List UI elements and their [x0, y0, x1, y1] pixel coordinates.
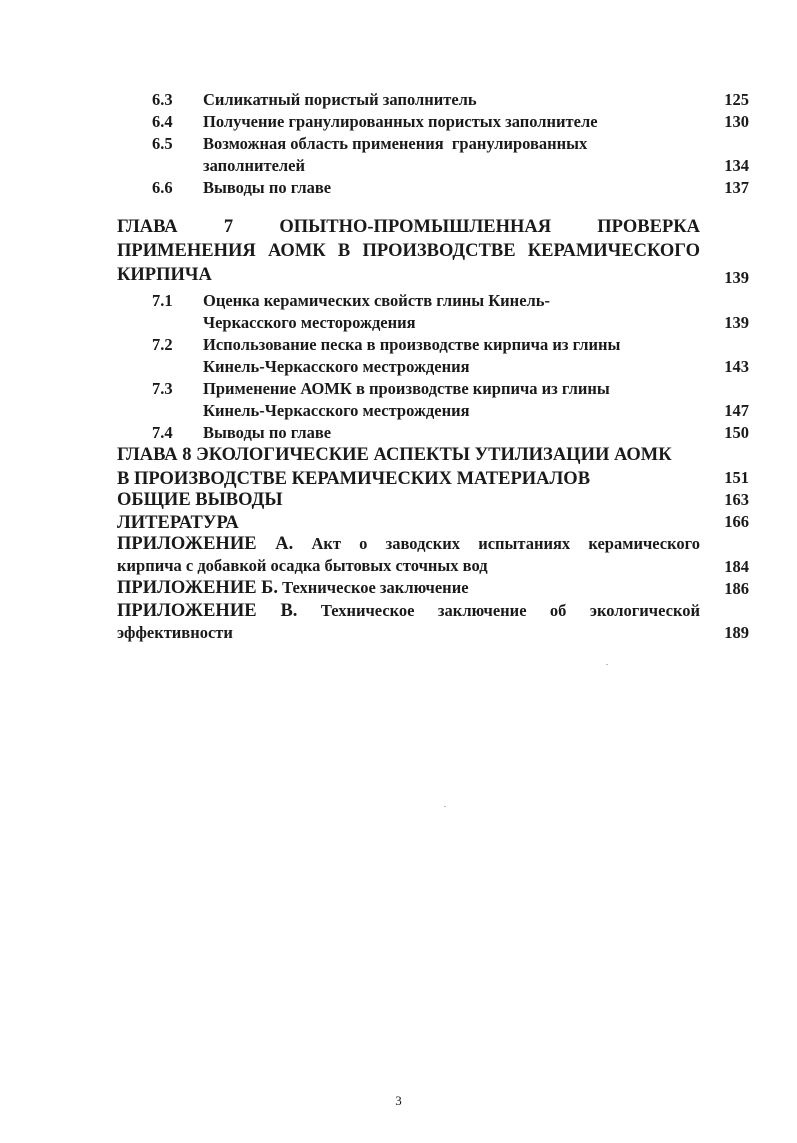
page-ref: 125: [724, 90, 749, 109]
heading-word: 7: [223, 217, 234, 237]
page-ref: 139: [724, 313, 749, 332]
appendix-b-caption: ПРИЛОЖЕНИЕ Б.: [117, 578, 279, 598]
section-title-line2: Кинель-Черкасского местрождения: [203, 357, 470, 376]
section-title: Силикатный пористый заполнитель: [203, 90, 477, 109]
appendix-a-caption: ПРИЛОЖЕНИЕ А.: [117, 534, 294, 554]
appendix-a-line1: [117, 533, 700, 555]
entry-title: ОБЩИЕ ВЫВОДЫ: [117, 490, 283, 510]
page-ref: 139: [724, 268, 749, 287]
chapter-8-heading-line1: ГЛАВА 8 ЭКОЛОГИЧЕСКИЕ АСПЕКТЫ УТИЛИЗАЦИИ АОМК: [117, 445, 672, 465]
appendix-a-line2: кирпича с добавкой осадка бытовых сточных вод: [117, 556, 488, 575]
page-ref: 184: [724, 557, 749, 576]
appendix-v-line1: [117, 600, 700, 622]
section-number: 6.4: [152, 112, 173, 131]
page-ref: 163: [724, 490, 749, 509]
page-ref: 137: [724, 178, 749, 197]
chapter-7-heading-line3: КИРПИЧА: [117, 265, 212, 285]
section-number: 6.3: [152, 90, 173, 109]
scan-speck: [606, 664, 608, 665]
page-number: 3: [395, 1093, 402, 1108]
page-ref: 130: [724, 112, 749, 131]
toc-appendix-a[interactable]: [117, 533, 700, 577]
page-ref: 143: [724, 357, 749, 376]
page-ref: 189: [724, 623, 749, 642]
heading-word: ОПЫТНО-ПРОМЫШЛЕННАЯ: [279, 217, 552, 237]
chapter-8-heading[interactable]: [117, 443, 700, 491]
heading-word: ГЛАВА: [117, 217, 178, 237]
chapter-7-heading-line1: [117, 215, 700, 239]
section-title-line2: Черкасского месторождения: [203, 313, 416, 332]
section-number: 6.5: [152, 134, 173, 153]
toc-literature[interactable]: [117, 511, 700, 535]
section-title-line1: Оценка керамических свойств глины Кинель-: [203, 291, 550, 310]
section-title-line2: Кинель-Черкасского местрождения: [203, 401, 470, 420]
scan-speck: [444, 806, 446, 807]
section-title-line1: Использование песка в производстве кирпича из глины: [203, 335, 621, 354]
page-ref: 150: [724, 423, 749, 442]
section-title: Выводы по главе: [203, 423, 332, 442]
appendix-b-title: Техническое заключение: [282, 578, 469, 597]
section-number: 7.3: [152, 379, 173, 398]
toc-appendix-b[interactable]: [117, 577, 700, 599]
section-number: 7.4: [152, 423, 173, 442]
chapter-8-heading-line2: В ПРОИЗВОДСТВЕ КЕРАМИЧЕСКИХ МАТЕРИАЛОВ: [117, 469, 591, 489]
heading-word: ПРОВЕРКА: [597, 217, 701, 237]
appendix-v-caption: ПРИЛОЖЕНИЕ В.: [117, 601, 298, 621]
section-title-line1: Применение АОМК в производстве кирпича из глины: [203, 379, 610, 398]
section-title-line1: Возможная область применения гранулированных: [203, 134, 588, 153]
section-number: 7.1: [152, 291, 173, 310]
toc-general-conclusions[interactable]: [117, 488, 700, 512]
section-title-line2: заполнителей: [203, 156, 305, 175]
page-ref: 151: [724, 468, 749, 487]
page-ref: 166: [724, 512, 749, 531]
entry-title: ЛИТЕРАТУРА: [117, 513, 239, 533]
section-title: Получение гранулированных пористых заполнителе: [203, 112, 598, 131]
chapter-7-heading[interactable]: [117, 215, 700, 287]
appendix-v-line2: эффективности: [117, 623, 233, 642]
section-number: 7.2: [152, 335, 173, 354]
toc-appendix-v[interactable]: [117, 600, 700, 644]
page-ref: 186: [724, 579, 749, 598]
appendix-v-title-part1: Техническое заключение об экологической: [320, 601, 701, 620]
chapter-7-heading-line2: ПРИМЕНЕНИЯ АОМК В ПРОИЗВОДСТВЕ КЕРАМИЧЕСКОГО: [117, 241, 700, 261]
section-title: Выводы по главе: [203, 178, 332, 197]
section-number: 6.6: [152, 178, 173, 197]
page-ref: 147: [724, 401, 749, 420]
page-ref: 134: [724, 156, 749, 175]
appendix-a-title-part1: Акт о заводских испытаниях керамического: [311, 534, 700, 553]
